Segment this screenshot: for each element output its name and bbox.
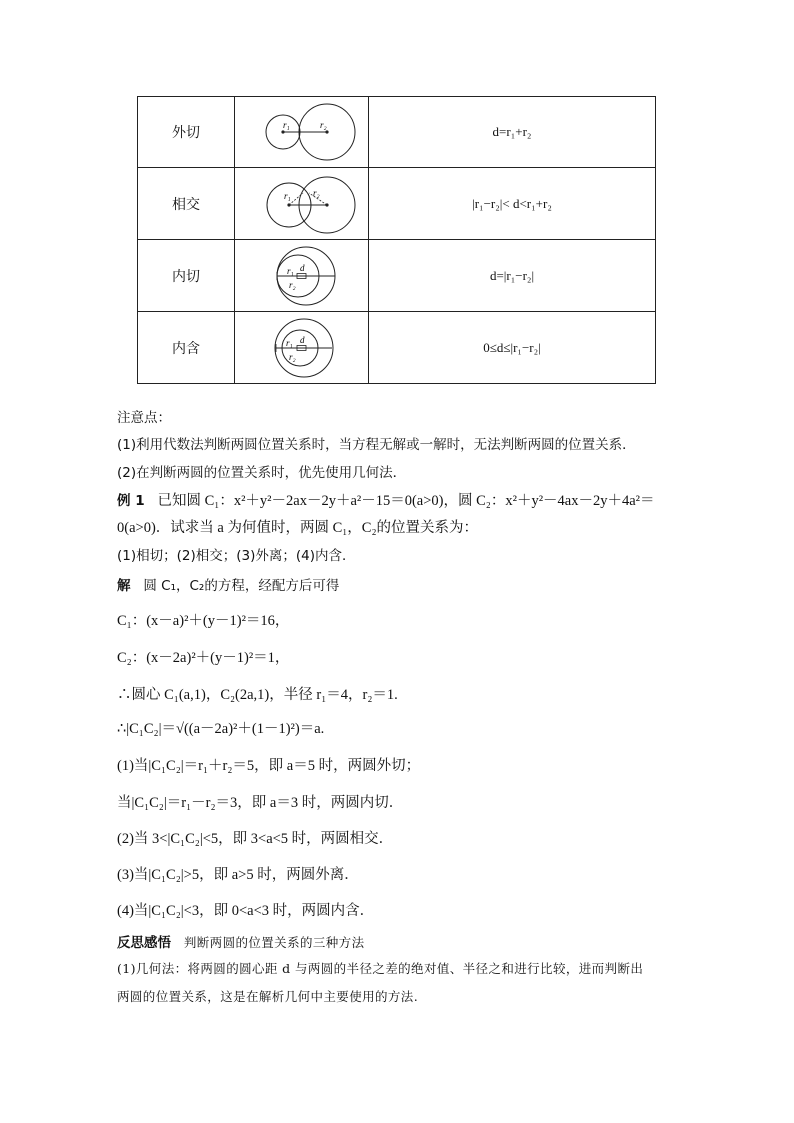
solution-line: (1)当|C₁C₂|＝r₁＋r₂＝5，即 a＝5 时，两圆外切； <box>117 758 421 774</box>
note-item: (1)利用代数法判断两圆位置关系时，当方程无解或一解时，无法判断两圆的位置关系． <box>117 437 636 453</box>
example-line-2: 0(a>0)．试求当 a 为何值时，两圆 C₁，C₂的位置关系为： <box>117 520 479 536</box>
table-row <box>138 312 656 384</box>
example-line-3: (1)相切；(2)相交；(3)外离；(4)内含． <box>117 548 356 564</box>
intersecting-diagram <box>235 168 369 240</box>
r2-label: r₂ <box>288 351 296 362</box>
d-label: d <box>299 262 304 273</box>
relation-formula: |r₁−r₂|< d<r₁+r₂ <box>369 168 656 240</box>
solution-line: C₁：(x－a)²＋(y－1)²＝16， <box>117 613 290 629</box>
r1-label: r₁ <box>283 190 291 201</box>
table-row <box>138 97 656 168</box>
r2-label: r₂ <box>319 120 327 130</box>
r1-label: r₁ <box>286 265 294 276</box>
note-item: (2)在判断两圆的位置关系时，优先使用几何法． <box>117 465 407 481</box>
solution-intro: 圆 C₁，C₂的方程，经配方后可得 <box>143 578 340 594</box>
solution-line: C₂：(x－2a)²＋(y－1)²＝1， <box>117 650 290 666</box>
r1-label: r₁ <box>282 120 290 130</box>
example-line-1 <box>117 489 655 510</box>
relation-name: 相交 <box>138 168 235 240</box>
reflection-text: (1)几何法：将两圆的圆心距 d 与两圆的半径之差的绝对值、半径之和进行比较，进而判断出 <box>117 961 644 976</box>
example-label: 例 1 <box>117 493 145 509</box>
r2-label: r₂ <box>312 187 320 198</box>
solution-label: 解 <box>117 578 131 594</box>
reflection-heading <box>117 931 364 951</box>
d-label: d <box>299 334 304 345</box>
relation-formula: 0≤d≤|r₁−r₂| <box>369 312 656 384</box>
external-tangent-diagram <box>235 97 369 168</box>
solution-line: (3)当|C₁C₂|>5，即 a>5 时，两圆外离． <box>117 867 359 883</box>
relation-formula: d=|r₁−r₂| <box>369 240 656 312</box>
solution-line: 当|C₁C₂|＝r₁－r₂＝3，即 a＝3 时，两圆内切． <box>117 795 404 811</box>
example-text: 已知圆 C₁：x²＋y²－2ax－2y＋a²－15＝0(a>0)，圆 C₂：x²＋y²－4ax－2y＋4a²＝ <box>157 493 655 509</box>
reflection-label: 反思感悟 <box>117 935 171 951</box>
relation-name: 内含 <box>138 312 235 384</box>
reflection-text: 两圆的位置关系，这是在解析几何中主要使用的方法. <box>117 989 419 1004</box>
solution-line: ∴|C₁C₂|＝√((a－2a)²＋(1－1)²)＝a. <box>117 721 325 737</box>
relation-formula: d=r₁+r₂ <box>369 97 656 168</box>
relation-name: 外切 <box>138 97 235 168</box>
notes-heading: 注意点： <box>117 410 171 426</box>
circle-relation-table <box>137 96 656 384</box>
internal-tangent-diagram <box>235 240 369 312</box>
r2-label: r₂ <box>288 279 296 290</box>
table-row <box>138 240 656 312</box>
solution-line: (4)当|C₁C₂|<3，即 0<a<3 时，两圆内含． <box>117 903 375 919</box>
solution-line <box>117 574 339 594</box>
table-row <box>138 168 656 240</box>
contained-diagram <box>235 312 369 384</box>
relation-name: 内切 <box>138 240 235 312</box>
reflection-title: 判断两圆的位置关系的三种方法 <box>183 935 365 950</box>
r1-label: r₁ <box>285 337 293 348</box>
solution-line: ∴圆心 C₁(a,1)，C₂(2a,1)，半径 r₁＝4，r₂＝1. <box>117 687 398 703</box>
solution-line: (2)当 3<|C₁C₂|<5，即 3<a<5 时，两圆相交． <box>117 831 394 847</box>
